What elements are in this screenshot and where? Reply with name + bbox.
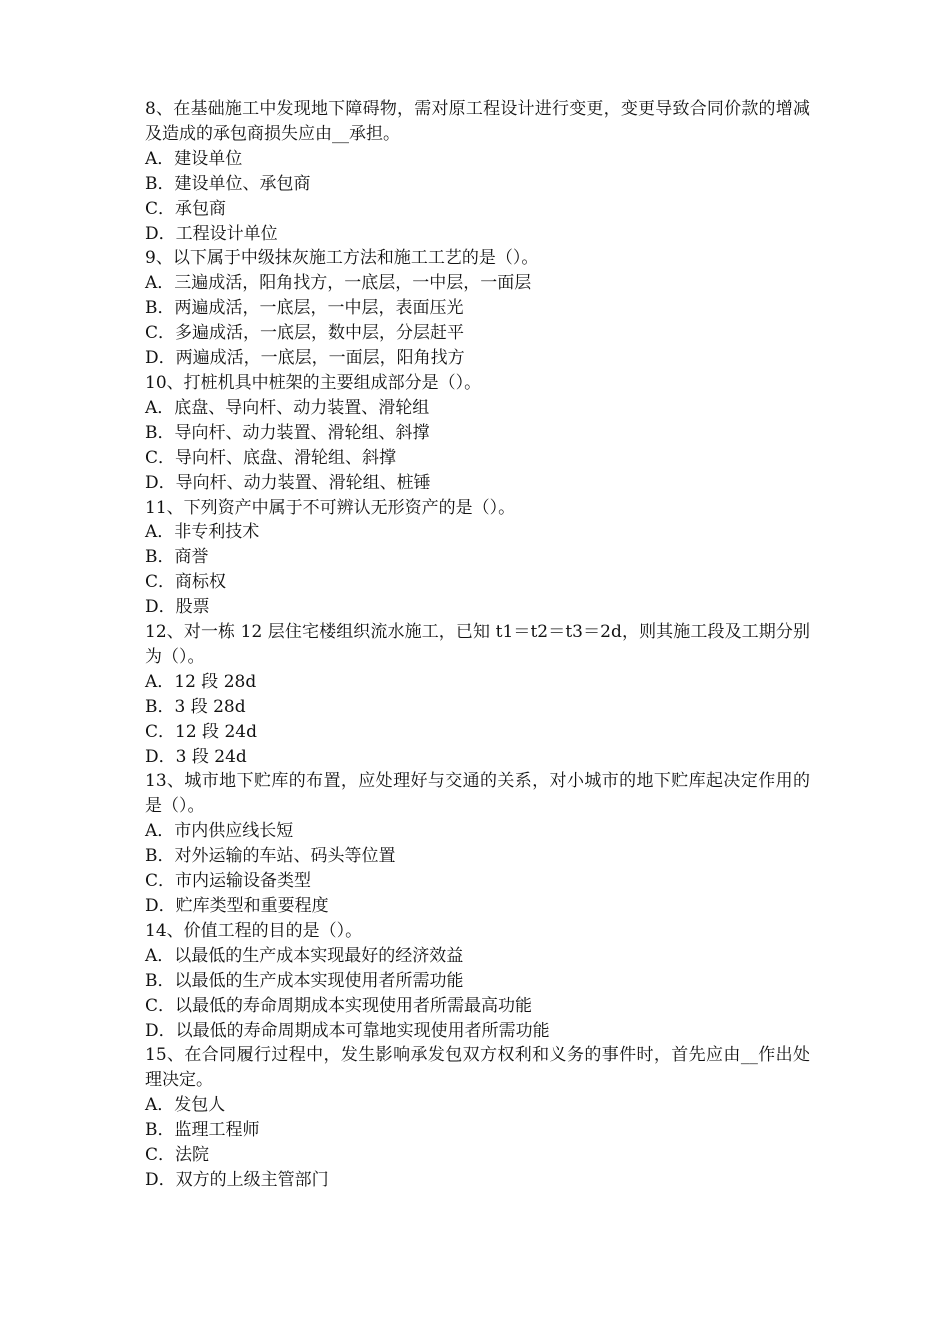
question-text: 12、对一栋 12 层住宅楼组织流水施工，已知 t1＝t2＝t3＝2d，则其施工段及工期分别为（）。: [145, 622, 810, 667]
option-b: B．监理工程师: [145, 1120, 260, 1141]
option-c: C．以最低的寿命周期成本实现使用者所需最高功能: [145, 995, 533, 1016]
question-11: [145, 496, 810, 621]
option-d: D．导向杆、动力装置、滑轮组、桩锤: [145, 472, 431, 493]
option-a: A．非专利技术: [145, 522, 260, 543]
option-b: B．两遍成活，一底层，一中层，表面压光: [145, 298, 464, 319]
option-d: D．两遍成活，一底层，一面层，阳角找方: [145, 348, 465, 369]
option-c: C．市内运输设备类型: [145, 871, 312, 892]
option-c: C．法院: [145, 1145, 210, 1166]
question-13: [145, 769, 810, 918]
option-b: B．导向杆、动力装置、滑轮组、斜撑: [145, 422, 430, 443]
question-14: [145, 919, 810, 1044]
option-b: B．建设单位、承包商: [145, 173, 311, 194]
option-c: C．导向杆、底盘、滑轮组、斜撑: [145, 447, 397, 468]
option-c: C．多遍成活，一底层，数中层，分层赶平: [145, 323, 465, 344]
question-15: [145, 1043, 810, 1192]
option-d: D．3 段 24d: [145, 746, 247, 767]
question-text: 14、价值工程的目的是（）。: [145, 920, 363, 941]
option-a: A．三遍成活，阳角找方，一底层，一中层，一面层: [145, 273, 532, 294]
option-b: B．以最低的生产成本实现使用者所需功能: [145, 970, 464, 991]
question-text: 15、在合同履行过程中，发生影响承发包双方权利和义务的事件时，首先应由__作出处理决定。: [145, 1045, 810, 1091]
option-d: D．双方的上级主管部门: [145, 1169, 329, 1190]
option-d: D．工程设计单位: [145, 223, 278, 244]
question-12: [145, 620, 810, 769]
question-text: 13、城市地下贮库的布置，应处理好与交通的关系，对小城市的地下贮库起决定作用的是（）。: [145, 771, 810, 817]
question-text: 10、打桩机具中桩架的主要组成部分是（）。: [145, 372, 482, 393]
option-d: D．以最低的寿命周期成本可靠地实现使用者所需功能: [145, 1020, 550, 1041]
option-d: D．股票: [145, 597, 210, 618]
question-8: [145, 97, 810, 246]
question-text: 8、在基础施工中发现地下障碍物，需对原工程设计进行变更，变更导致合同价款的增减及造成的承包商损失应由__承担。: [145, 99, 810, 144]
option-c: C．承包商: [145, 198, 227, 219]
option-c: C．12 段 24d: [145, 721, 257, 742]
option-a: A．12 段 28d: [145, 671, 257, 692]
option-b: B．3 段 28d: [145, 696, 246, 717]
option-b: B．对外运输的车站、码头等位置: [145, 846, 396, 867]
question-text: 9、以下属于中级抹灰施工方法和施工工艺的是（）。: [145, 248, 539, 269]
option-c: C．商标权: [145, 572, 227, 593]
option-a: A．以最低的生产成本实现最好的经济效益: [145, 945, 464, 966]
question-list: [145, 97, 810, 1193]
option-a: A．发包人: [145, 1095, 226, 1116]
question-9: [145, 246, 810, 371]
question-10: [145, 371, 810, 496]
option-a: A．建设单位: [145, 148, 243, 169]
option-b: B．商誉: [145, 547, 209, 568]
option-a: A．市内供应线长短: [145, 821, 294, 842]
option-a: A．底盘、导向杆、动力装置、滑轮组: [145, 397, 430, 418]
option-d: D．贮库类型和重要程度: [145, 896, 329, 916]
question-text: 11、下列资产中属于不可辨认无形资产的是（）。: [145, 497, 516, 518]
